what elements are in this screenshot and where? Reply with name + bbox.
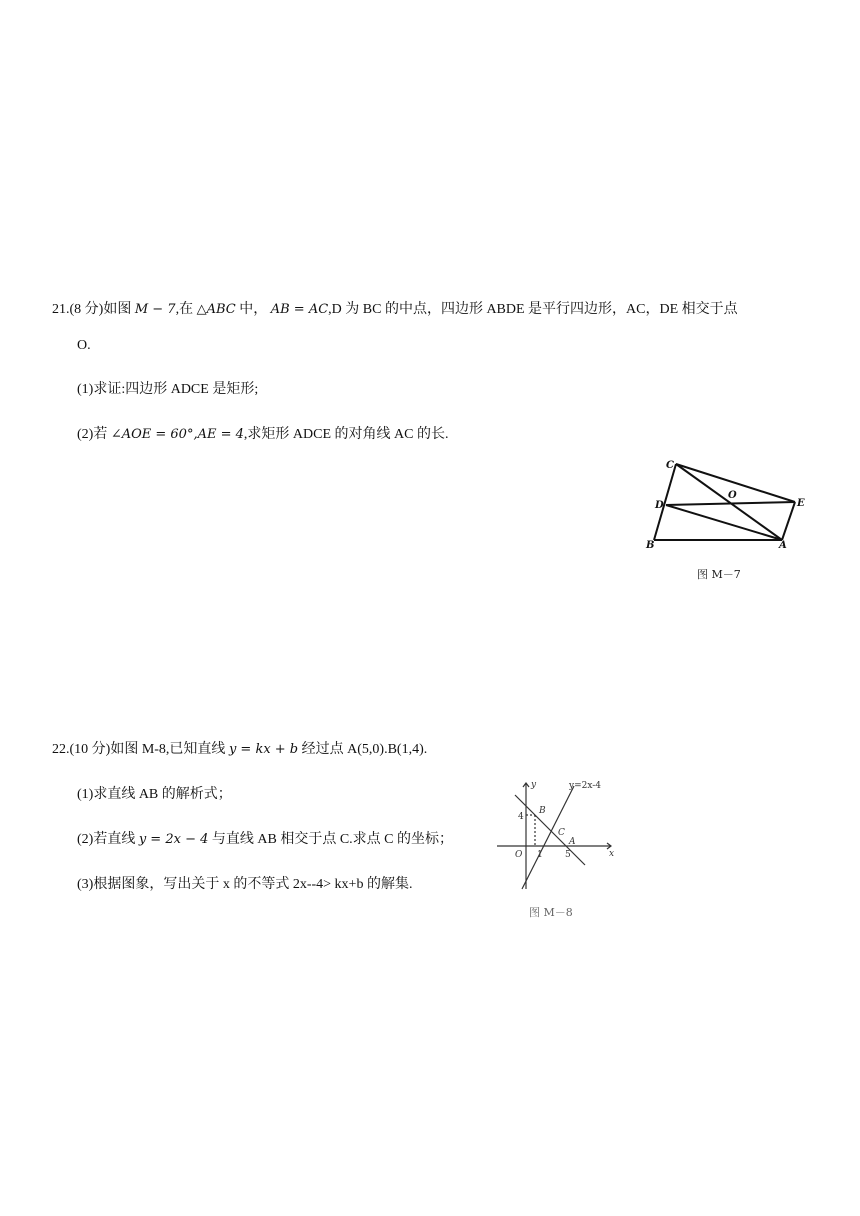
label-o: O [728,490,737,501]
line-2x-minus-4 [522,786,574,889]
origin-label: O [515,850,523,860]
label-e: E [797,498,805,509]
point-a-label: A [569,837,576,847]
q22-prefix: 22.(10 分)如图 M-8,已知直线 [52,742,229,757]
segment-ea [782,502,795,540]
q21-part-2-suffix: ,求矩形 ADCE 的对角线 AC 的长. [243,427,449,442]
point-b-label: B [539,806,546,816]
figure-m8 [493,777,623,892]
q21-part-2-math: ∠AOE = 60°,AE = 4 [110,427,244,442]
q21-text-1: ,在 [175,302,197,317]
q22-stem [52,738,427,758]
label-a: A [779,540,787,551]
label-b: B [646,540,655,551]
q22-text-1: 经过点 A(5,0).B(1,4). [298,742,428,757]
figure-m7 [640,455,820,555]
label-c: C [666,460,674,471]
point-c-label: C [558,828,565,838]
q22-part-1: (1)求直线 AB 的解析式； [77,787,232,802]
q21-fig-ref: M − 7 [134,302,176,317]
q21-part-2-prefix: (2)若 [77,427,111,442]
q21-stem-continued: O. [77,338,91,353]
q22-part-2 [77,828,453,848]
q21-stem [52,298,738,318]
tick-1-label: 1 [537,850,543,860]
segment-da [666,505,782,540]
q21-prefix: 21.(8 分)如图 [52,302,135,317]
q22-line-equation: y = kx + b [228,742,299,757]
x-axis-label: x [609,849,615,859]
q21-equation: AB = AC [270,302,329,317]
figure-m7-caption: 图 M－7 [697,568,741,581]
figure-m8-caption: 图 M－8 [529,906,573,919]
q22-part-2-prefix: (2)若直线 [77,832,139,847]
q21-text-2: 中， [235,302,271,317]
q21-part-1: (1)求证:四边形 ADCE 是矩形; [77,382,259,397]
label-d: D [655,500,664,511]
q21-triangle: △ABC [196,302,236,317]
line-2x-minus-4-label: y=2x-4 [569,781,602,791]
q22-part-3: (3)根据图象，写出关于 x 的不等式 2x--4> kx+b 的解集. [77,877,413,892]
q22-part-2-suffix: 与直线 AB 相交于点 C.求点 C 的坐标； [208,832,453,847]
q21-text-3: ,D 为 BC 的中点，四边形 ABDE 是平行四边形，AC，DE 相交于点 [328,302,738,317]
tick-4-label: 4 [518,812,524,822]
tick-5-label: 5 [565,850,571,860]
q21-part-2 [77,423,448,443]
q22-part-2-math: y = 2x − 4 [138,832,209,847]
y-axis-label: y [531,780,537,790]
